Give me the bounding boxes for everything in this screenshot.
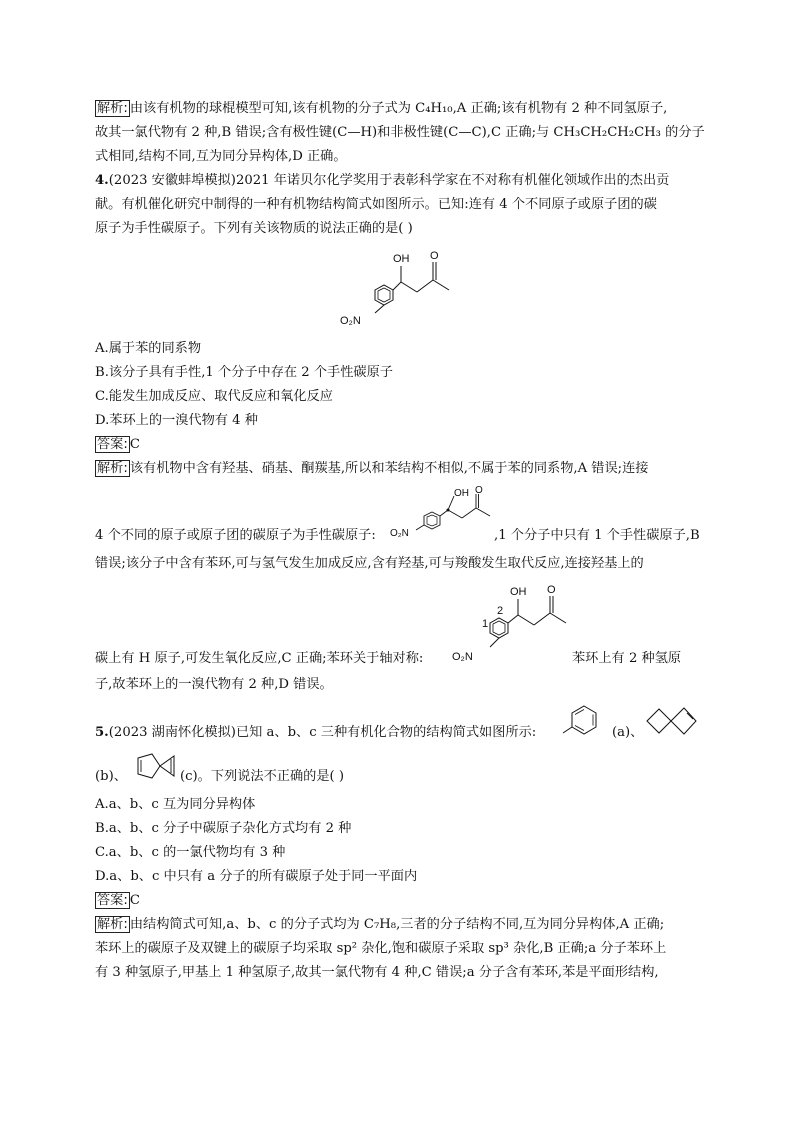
- q5-analysis-line-1: 解析: 由结构简式可知,a、b、c 的分子式均为 C₇H₈,三者的分子结构不同,互为同分异构体,A 正确;: [97, 917, 665, 932]
- q4-analysis-line-3: 错误;该分子中含有苯环,可与氢气发生加成反应,含有羟基,可与羧酸发生取代反应,连接羟基上的: [95, 556, 644, 571]
- q5-analysis-line-3: 有 3 种氢原子,甲基上 1 种氢原子,故其一氯代物有 4 种,C 错误;a 分子含有苯环,苯是平面形结构,: [95, 965, 659, 980]
- q4-sym-o: O: [547, 584, 556, 596]
- q4-chiral-o: O: [475, 485, 483, 496]
- q4-no2-label: O₂N: [340, 315, 361, 327]
- q4-option-d: D.苯环上的一溴代物有 4 种: [95, 413, 258, 428]
- q5-answer: [95, 892, 140, 910]
- q4-stem-line-3: 原子为手性碳原子。下列有关该物质的说法正确的是( ): [95, 221, 413, 236]
- q4-sym-oh: OH: [510, 586, 527, 598]
- q4-analysis-line-1: 解析: 该有机物中含有羟基、硝基、酮羰基,所以和苯结构不相似,不属于苯的同系物,A 错误;连接: [97, 461, 649, 476]
- q3-analysis-line-2: 故其一氯代物有 2 种,B 错误;含有极性键(C—H)和非极性键(C—C),C 正确;与 CH₃CH₂CH₂CH₃ 的分子: [95, 125, 705, 140]
- q5-analysis-label: 解析:: [97, 917, 128, 932]
- q4-oh-label: OH: [393, 253, 410, 265]
- q4-sym-num1: 1: [482, 618, 489, 630]
- q5-option-d: D.a、b、c 中只有 a 分子的所有碳原子处于同一平面内: [95, 869, 418, 884]
- q4-analysis-line-2b: ,1 个分子中只有 1 个手性碳原子,B: [494, 528, 700, 543]
- q4-stem-line-1: 4.(2023 安徽蚌埠模拟)2021 年诺贝尔化学奖用于表彰科学家在不对称有机催化领域作出的杰出贡: [95, 173, 670, 188]
- q5-molecule-c: [130, 748, 182, 784]
- q4-structure-diagram: [335, 240, 475, 332]
- q4-chiral-oh: OH: [454, 488, 469, 499]
- q4-analysis-line-4a: 碳上有 H 原子,可发生氧化反应,C 正确;苯环关于轴对称:: [95, 651, 424, 666]
- q4-answer-label: 答案:: [97, 437, 128, 452]
- q4-sym-num2: 2: [497, 605, 504, 617]
- q4-option-b: B.该分子具有手性,1 个分子中存在 2 个手性碳原子: [95, 365, 393, 380]
- q5-answer-label: 答案:: [97, 893, 128, 908]
- q5-molecule-b: [643, 704, 699, 740]
- q5-option-a: A.a、b、c 互为同分异构体: [95, 797, 256, 812]
- q5-analysis-line-2: 苯环上的碳原子及双键上的碳原子均采取 sp² 杂化,饱和碳原子采取 sp³ 杂化,B 正确;a 分子苯环上: [95, 941, 667, 956]
- q4-answer-value: C: [129, 437, 140, 452]
- q4-analysis-line-5: 子,故苯环上的一溴代物有 2 种,D 错误。: [95, 677, 333, 692]
- q3-analysis-line-3: 式相同,结构不同,互为同分异构体,D 正确。: [95, 149, 347, 164]
- q5-label-b: (b)、: [95, 769, 127, 784]
- q4-symmetry-structure: [450, 583, 580, 665]
- q4-stem-line-2: 献。有机催化研究中制得的一种有机物结构简式如图所示。已知:连有 4 个不同原子或原子团的碳: [95, 197, 657, 212]
- q5-answer-value: C: [129, 893, 140, 908]
- q3-analysis-label: 解析:: [97, 101, 128, 116]
- q5-stem-line-1: 5.(2023 湖南怀化模拟)已知 a、b、c 三种有机化合物的结构简式如图所示:: [95, 725, 537, 740]
- q5-number: 5.: [95, 725, 109, 740]
- q5-option-c: C.a、b、c 的一氯代物均有 3 种: [95, 845, 286, 860]
- q4-analysis-line-2a: 4 个不同的原子或原子团的碳原子为手性碳原子:: [95, 528, 376, 543]
- q4-option-c: C.能发生加成反应、取代反应和氧化反应: [95, 389, 333, 404]
- q5-molecule-a: [560, 702, 610, 744]
- q3-analysis-line-1: 解析: 由该有机物的球棍模型可知,该有机物的分子式为 C₄H₁₀,A 正确;该有机物有 2 种不同氢原子,: [97, 101, 668, 116]
- q5-label-c: (c)。下列说法不正确的是( ): [180, 769, 345, 784]
- q4-number: 4.: [95, 173, 109, 188]
- q4-analysis-label: 解析:: [97, 461, 128, 476]
- q4-analysis-line-4b: 苯环上有 2 种氢原: [572, 651, 682, 666]
- q5-label-a: (a)、: [612, 725, 644, 740]
- q5-option-b: B.a、b、c 分子中碳原子杂化方式均有 2 种: [95, 821, 352, 836]
- q4-sym-no2: O₂N: [452, 651, 473, 663]
- q4-chiral-no2: O₂N: [390, 528, 409, 539]
- q4-option-a: A.属于苯的同系物: [95, 341, 202, 356]
- q4-answer: [95, 436, 140, 454]
- q4-o-label: O: [430, 250, 439, 262]
- q4-chiral-structure: [380, 484, 500, 546]
